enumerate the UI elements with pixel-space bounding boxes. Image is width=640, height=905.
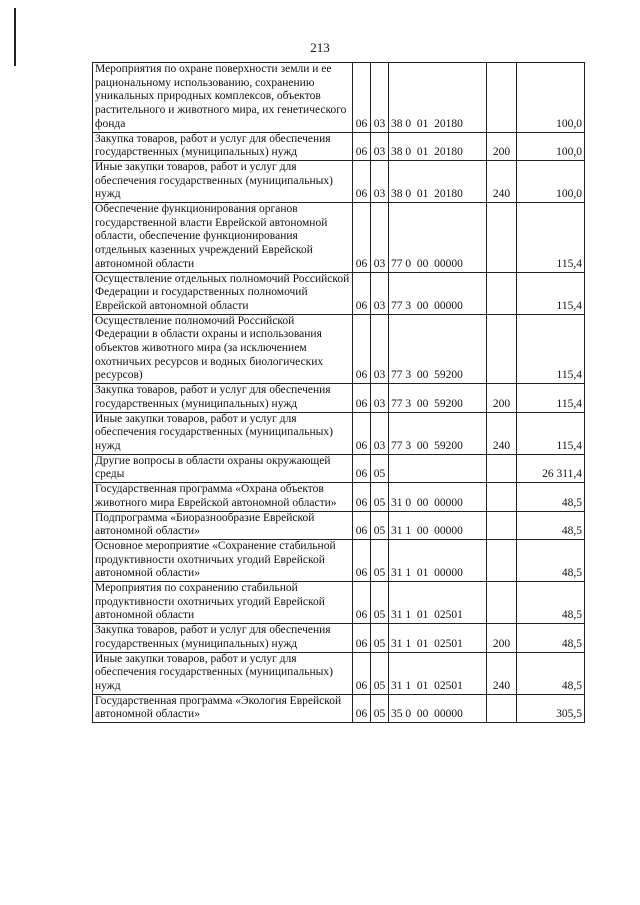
row-name: Закупка товаров, работ и услуг для обеспечения государственных (муниципальных) нужд — [93, 384, 353, 412]
row-subsection-code: 05 — [371, 539, 389, 581]
row-amount: 100,0 — [517, 63, 585, 133]
row-amount: 48,5 — [517, 652, 585, 694]
table-row — [93, 203, 585, 273]
row-section-code: 06 — [353, 454, 371, 482]
row-subsection-code: 05 — [371, 624, 389, 652]
budget-table-body — [93, 63, 585, 723]
row-subsection-code: 05 — [371, 483, 389, 511]
scan-margin-mark — [14, 8, 16, 66]
row-amount: 48,5 — [517, 511, 585, 539]
table-row — [93, 511, 585, 539]
row-section-code: 06 — [353, 63, 371, 133]
row-subsection-code: 03 — [371, 203, 389, 273]
page-number: 213 — [310, 40, 330, 55]
row-target-article: 77 3 00 00000 — [389, 272, 487, 314]
row-name: Иные закупки товаров, работ и услуг для обеспечения государственных (муниципальных) нужд — [93, 412, 353, 454]
row-amount: 115,4 — [517, 272, 585, 314]
row-section-code: 06 — [353, 694, 371, 722]
row-section-code: 06 — [353, 203, 371, 273]
row-subsection-code: 03 — [371, 160, 389, 202]
row-name: Мероприятия по охране поверхности земли и ее рациональному использованию, сохранению уникальных природных комплексов, объектов растительного и животного мира, их генетического фонда — [93, 63, 353, 133]
row-section-code: 06 — [353, 539, 371, 581]
row-expense-type: 240 — [487, 160, 517, 202]
row-target-article: 77 3 00 59200 — [389, 314, 487, 384]
row-subsection-code: 05 — [371, 582, 389, 624]
row-subsection-code: 05 — [371, 652, 389, 694]
row-expense-type: 240 — [487, 652, 517, 694]
table-row — [93, 63, 585, 133]
row-name: Государственная программа «Охрана объектов животного мира Еврейской автономной области» — [93, 483, 353, 511]
row-section-code: 06 — [353, 412, 371, 454]
table-row — [93, 582, 585, 624]
table-row — [93, 624, 585, 652]
row-target-article: 31 1 01 02501 — [389, 624, 487, 652]
row-section-code: 06 — [353, 272, 371, 314]
row-expense-type: 240 — [487, 412, 517, 454]
row-expense-type — [487, 203, 517, 273]
table-row — [93, 132, 585, 160]
table-row — [93, 539, 585, 581]
row-subsection-code: 03 — [371, 132, 389, 160]
row-expense-type — [487, 483, 517, 511]
row-subsection-code: 03 — [371, 384, 389, 412]
row-amount: 48,5 — [517, 624, 585, 652]
row-section-code: 06 — [353, 160, 371, 202]
row-name: Осуществление полномочий Российской Федерации в области охраны и использования объектов животного мира (за исключением охотничьих ресурсов и водных биологических ресурсов) — [93, 314, 353, 384]
row-amount: 48,5 — [517, 539, 585, 581]
row-name: Осуществление отдельных полномочий Российской Федерации и государственных полномочий Еврейской автономной области — [93, 272, 353, 314]
row-target-article: 31 0 00 00000 — [389, 483, 487, 511]
row-subsection-code: 05 — [371, 454, 389, 482]
row-expense-type: 200 — [487, 384, 517, 412]
row-target-article: 38 0 01 20180 — [389, 160, 487, 202]
row-target-article: 77 3 00 59200 — [389, 412, 487, 454]
row-subsection-code: 03 — [371, 63, 389, 133]
table-row — [93, 454, 585, 482]
row-target-article — [389, 454, 487, 482]
row-target-article: 77 3 00 59200 — [389, 384, 487, 412]
row-section-code: 06 — [353, 483, 371, 511]
row-expense-type — [487, 454, 517, 482]
row-amount: 115,4 — [517, 203, 585, 273]
row-target-article: 31 1 01 00000 — [389, 539, 487, 581]
row-section-code: 06 — [353, 511, 371, 539]
row-name: Закупка товаров, работ и услуг для обеспечения государственных (муниципальных) нужд — [93, 624, 353, 652]
row-subsection-code: 05 — [371, 694, 389, 722]
table-row — [93, 483, 585, 511]
row-section-code: 06 — [353, 652, 371, 694]
row-target-article: 38 0 01 20180 — [389, 63, 487, 133]
table-row — [93, 384, 585, 412]
row-amount: 48,5 — [517, 483, 585, 511]
row-amount: 115,4 — [517, 384, 585, 412]
budget-table — [92, 62, 585, 723]
row-name: Другие вопросы в области охраны окружающей среды — [93, 454, 353, 482]
row-amount: 305,5 — [517, 694, 585, 722]
row-target-article: 31 1 01 02501 — [389, 582, 487, 624]
row-section-code: 06 — [353, 132, 371, 160]
row-amount: 26 311,4 — [517, 454, 585, 482]
row-expense-type — [487, 272, 517, 314]
row-section-code: 06 — [353, 384, 371, 412]
table-row — [93, 314, 585, 384]
row-expense-type — [487, 63, 517, 133]
table-row — [93, 272, 585, 314]
row-expense-type — [487, 694, 517, 722]
row-expense-type — [487, 539, 517, 581]
row-amount: 115,4 — [517, 314, 585, 384]
row-subsection-code: 05 — [371, 511, 389, 539]
row-target-article: 35 0 00 00000 — [389, 694, 487, 722]
row-section-code: 06 — [353, 314, 371, 384]
row-name: Государственная программа «Экология Еврейской автономной области» — [93, 694, 353, 722]
table-row — [93, 412, 585, 454]
table-row — [93, 694, 585, 722]
row-name: Закупка товаров, работ и услуг для обеспечения государственных (муниципальных) нужд — [93, 132, 353, 160]
row-expense-type — [487, 511, 517, 539]
row-name: Иные закупки товаров, работ и услуг для обеспечения государственных (муниципальных) нужд — [93, 160, 353, 202]
row-expense-type — [487, 582, 517, 624]
row-expense-type: 200 — [487, 624, 517, 652]
row-amount: 115,4 — [517, 412, 585, 454]
table-row — [93, 160, 585, 202]
row-section-code: 06 — [353, 624, 371, 652]
row-target-article: 31 1 00 00000 — [389, 511, 487, 539]
row-expense-type — [487, 314, 517, 384]
row-subsection-code: 03 — [371, 272, 389, 314]
row-name: Основное мероприятие «Сохранение стабильной продуктивности охотничьих угодий Еврейской автономной области» — [93, 539, 353, 581]
row-target-article: 38 0 01 20180 — [389, 132, 487, 160]
row-expense-type: 200 — [487, 132, 517, 160]
row-amount: 48,5 — [517, 582, 585, 624]
row-subsection-code: 03 — [371, 412, 389, 454]
table-row — [93, 652, 585, 694]
row-section-code: 06 — [353, 582, 371, 624]
row-name: Мероприятия по сохранению стабильной продуктивности охотничьих угодий Еврейской автономной области — [93, 582, 353, 624]
row-target-article: 31 1 01 02501 — [389, 652, 487, 694]
row-target-article: 77 0 00 00000 — [389, 203, 487, 273]
row-amount: 100,0 — [517, 132, 585, 160]
row-subsection-code: 03 — [371, 314, 389, 384]
row-name: Обеспечение функционирования органов государственной власти Еврейской автономной области, обеспечение функционирования отдельных казенных учреждений Еврейской автономной области — [93, 203, 353, 273]
row-amount: 100,0 — [517, 160, 585, 202]
row-name: Подпрограмма «Биоразнообразие Еврейской автономной области» — [93, 511, 353, 539]
row-name: Иные закупки товаров, работ и услуг для обеспечения государственных (муниципальных) нужд — [93, 652, 353, 694]
